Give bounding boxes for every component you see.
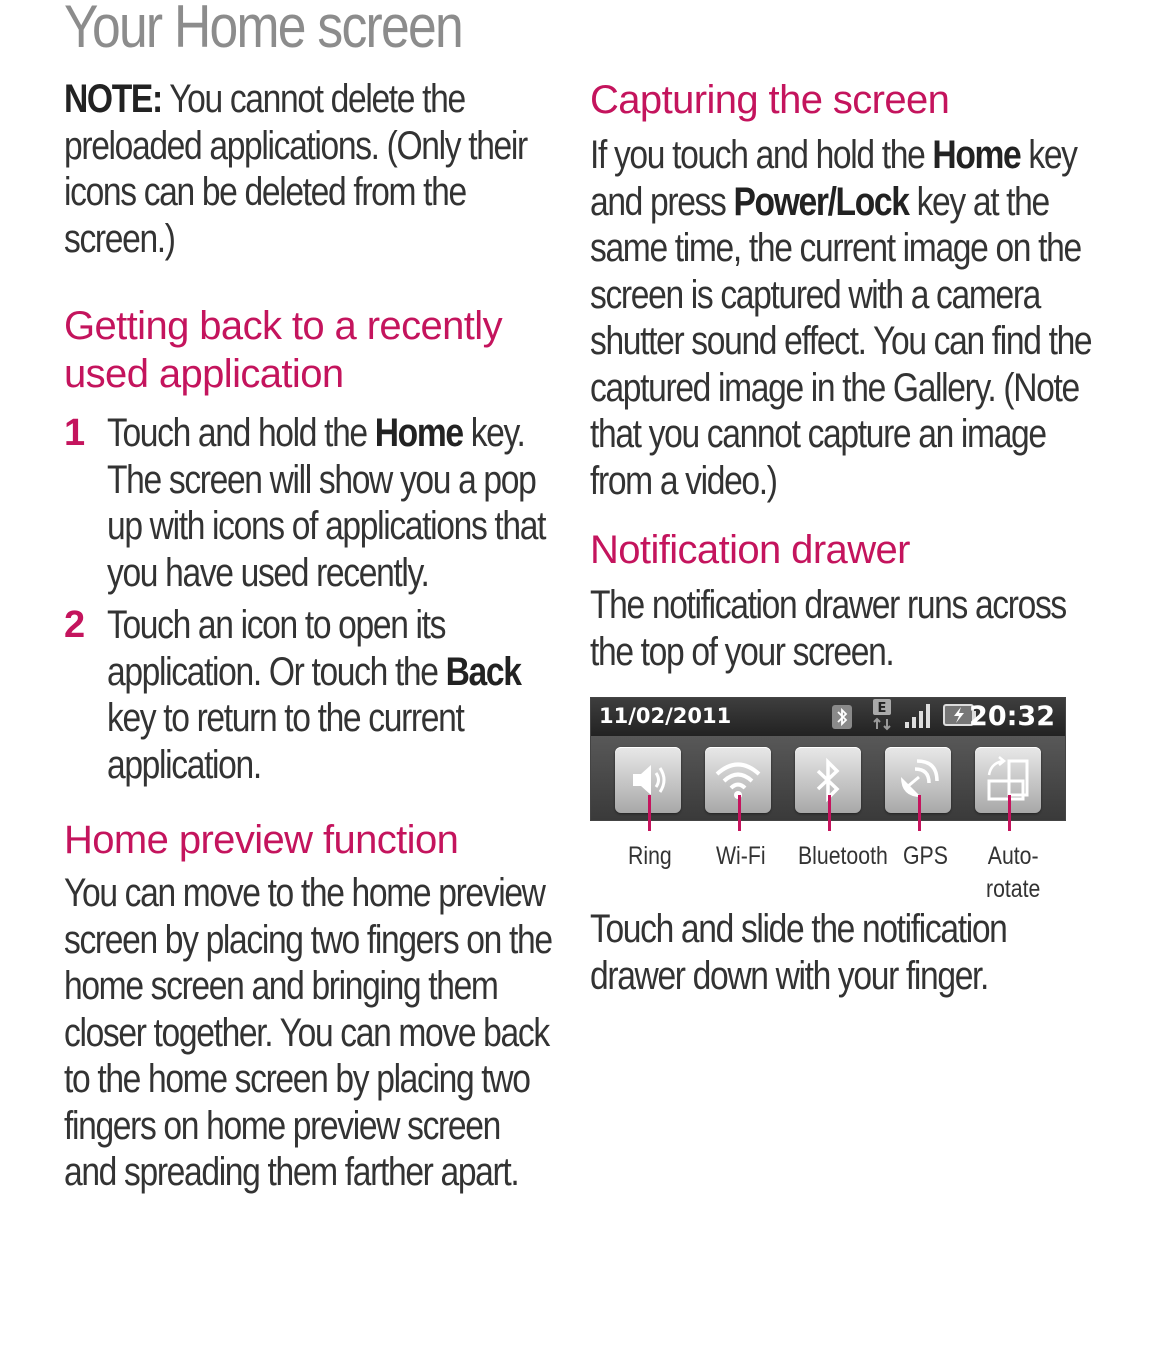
gps-label: GPS — [903, 842, 948, 870]
note-text: You cannot delete the preloaded applications. (Only their icons can be deleted from the screen.) — [64, 77, 527, 261]
home-preview-paragraph: You can move to the home preview screen by placing two fingers on the home screen and bringing them closer together. You can move back to the home screen by placing two fingers on home preview screen and spreading them farther apart. — [64, 871, 552, 1194]
heading-notification: Notification drawer — [590, 528, 910, 572]
wifi-label: Wi-Fi — [716, 842, 766, 870]
closing-paragraph: Touch and slide the notification drawer down with your finger. — [590, 907, 1007, 998]
ring-pointer — [648, 795, 651, 831]
right-column — [590, 76, 1090, 675]
notification-paragraph: The notification drawer runs across the top of your screen. — [590, 583, 1066, 674]
page-title: Your Home screen — [64, 0, 462, 60]
bluetooth-label: Bluetooth — [798, 842, 888, 870]
note-label: NOTE: — [64, 77, 162, 121]
capturing-paragraph: If you touch and hold the Home key and press Power/Lock key at the same time, the current image on the screen is captured with a camera shutter sound effect. You can find the captured image in the Gallery. (Note that you cannot capture an image from a video.) — [590, 133, 1092, 503]
auto-rotate-pointer — [1008, 795, 1011, 831]
svg-text:E: E — [877, 701, 887, 716]
step-1 — [64, 410, 554, 596]
auto-rotate-label: Auto- rotate — [986, 842, 1041, 903]
bluetooth-status-icon — [831, 704, 853, 735]
step-2 — [64, 602, 554, 788]
network-status-icon — [871, 699, 895, 738]
ring-label: Ring — [628, 842, 672, 870]
heading-capturing: Capturing the screen — [590, 78, 950, 122]
left-column — [64, 76, 554, 1196]
step-text: Touch an icon to open its application. Or touch the Back key to return to the current application. — [107, 603, 521, 787]
status-date: 11/02/2011 — [599, 704, 732, 728]
heading-recent-apps: Getting back to a recently used application — [64, 304, 502, 396]
step-text: Touch and hold the Home key. The screen will show you a pop up with icons of applications that you have used recently. — [107, 411, 546, 595]
step-number: 2 — [64, 604, 86, 646]
note-block — [64, 76, 554, 262]
step-number: 1 — [64, 412, 86, 454]
heading-home-preview: Home preview function — [64, 818, 459, 862]
status-time: 20:32 — [969, 701, 1055, 732]
gps-pointer — [918, 795, 921, 831]
status-bar — [591, 698, 1065, 736]
note-paragraph — [64, 76, 560, 262]
wifi-pointer — [738, 795, 741, 831]
bluetooth-pointer — [828, 795, 831, 831]
signal-icon — [903, 702, 933, 735]
